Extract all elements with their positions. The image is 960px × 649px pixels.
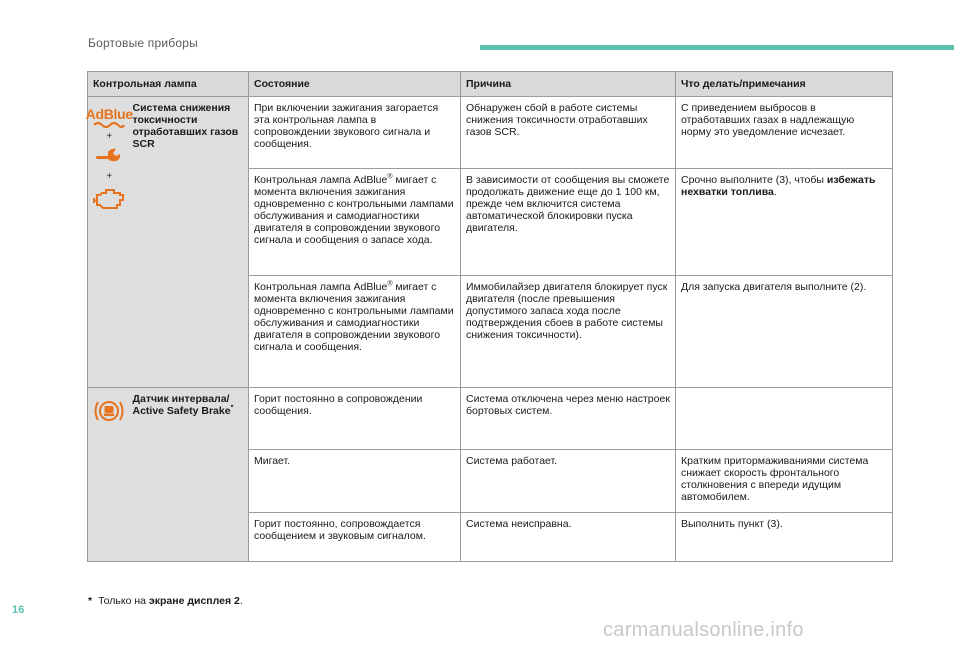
action-cell: Для запуска двигателя выполните (2).: [676, 276, 893, 388]
state-cell: Контрольная лампа AdBlue® мигает с момента включения зажигания одновременно с контрольными лампами обслуживания и самодиагностики двигателя в сопровождении звукового сигнала и сообщения о запасе хода.: [249, 169, 461, 276]
table-header-row: [88, 72, 893, 97]
footnote: * Только на экране дисплея 2.: [88, 595, 243, 607]
cause-cell: Система отключена через меню настроек бортовых систем.: [461, 388, 676, 450]
state-cell: При включении зажигания загорается эта контрольная лампа в сопровождении звукового сигнала и сообщения.: [249, 97, 461, 169]
column-header-action: Что делать/примечания: [676, 72, 893, 97]
table-row: [88, 97, 893, 169]
cause-cell: Иммобилайзер двигателя блокирует пуск двигателя (после превышения допустимого запаса хода после подтверждения сбоев в работе системы снижения токсичности).: [461, 276, 676, 388]
cause-cell: Обнаружен сбой в работе системы снижения токсичности отработавших газов SCR.: [461, 97, 676, 169]
safety-brake-name: Датчик интервала/ Active Safety Brake*: [131, 388, 249, 562]
adblue-icon: AdBlue: [86, 97, 133, 128]
header-accent-bar: [480, 45, 954, 50]
table-row: [88, 388, 893, 450]
action-cell: Выполнить пункт (3).: [676, 513, 893, 562]
page-number: 16: [12, 604, 25, 616]
warning-lamps-table: [87, 71, 893, 562]
safety-brake-lamp-icon-cell: [88, 388, 131, 562]
scr-lamp-icons: [85, 97, 133, 388]
action-cell: Кратким притормаживаниями система снижает скорость фронтального столкновения с впереди идущим автомобилем.: [676, 450, 893, 513]
column-header-cause: Причина: [461, 72, 676, 97]
watermark: carmanualsonline.info: [603, 619, 804, 641]
plus-sign: +: [106, 131, 113, 142]
scr-system-name: Система снижения токсичности отработавших газов SCR: [131, 97, 249, 388]
state-cell: Горит постоянно, сопровождается сообщением и звуковым сигналом.: [249, 513, 461, 562]
state-cell: Контрольная лампа AdBlue® мигает с момента включения зажигания одновременно с контрольными лампами обслуживания и самодиагностики двигателя в сопровождении звукового сигнала и сообщения.: [249, 276, 461, 388]
state-cell: Мигает.: [249, 450, 461, 513]
plus-sign: +: [106, 171, 113, 182]
column-header-state: Состояние: [249, 72, 461, 97]
engine-icon: [92, 186, 126, 210]
action-cell: [676, 388, 893, 450]
safety-brake-icon: [92, 396, 126, 426]
column-header-lamp: Контрольная лампа: [88, 72, 249, 97]
state-cell: Горит постоянно в сопровождении сообщения.: [249, 388, 461, 450]
cause-cell: В зависимости от сообщения вы сможете продолжать движение еще до 1 100 км, прежде чем включится система автоматической блокировки пуска двигателя.: [461, 169, 676, 276]
wrench-icon: [94, 146, 124, 168]
cause-cell: Система неисправна.: [461, 513, 676, 562]
action-cell: С приведением выбросов в отработавших газах в надлежащую норму это уведомление исчезает.: [676, 97, 893, 169]
section-title: Бортовые приборы: [88, 36, 198, 50]
cause-cell: Система работает.: [461, 450, 676, 513]
action-cell: Срочно выполните (3), чтобы избежать нехватки топлива.: [676, 169, 893, 276]
